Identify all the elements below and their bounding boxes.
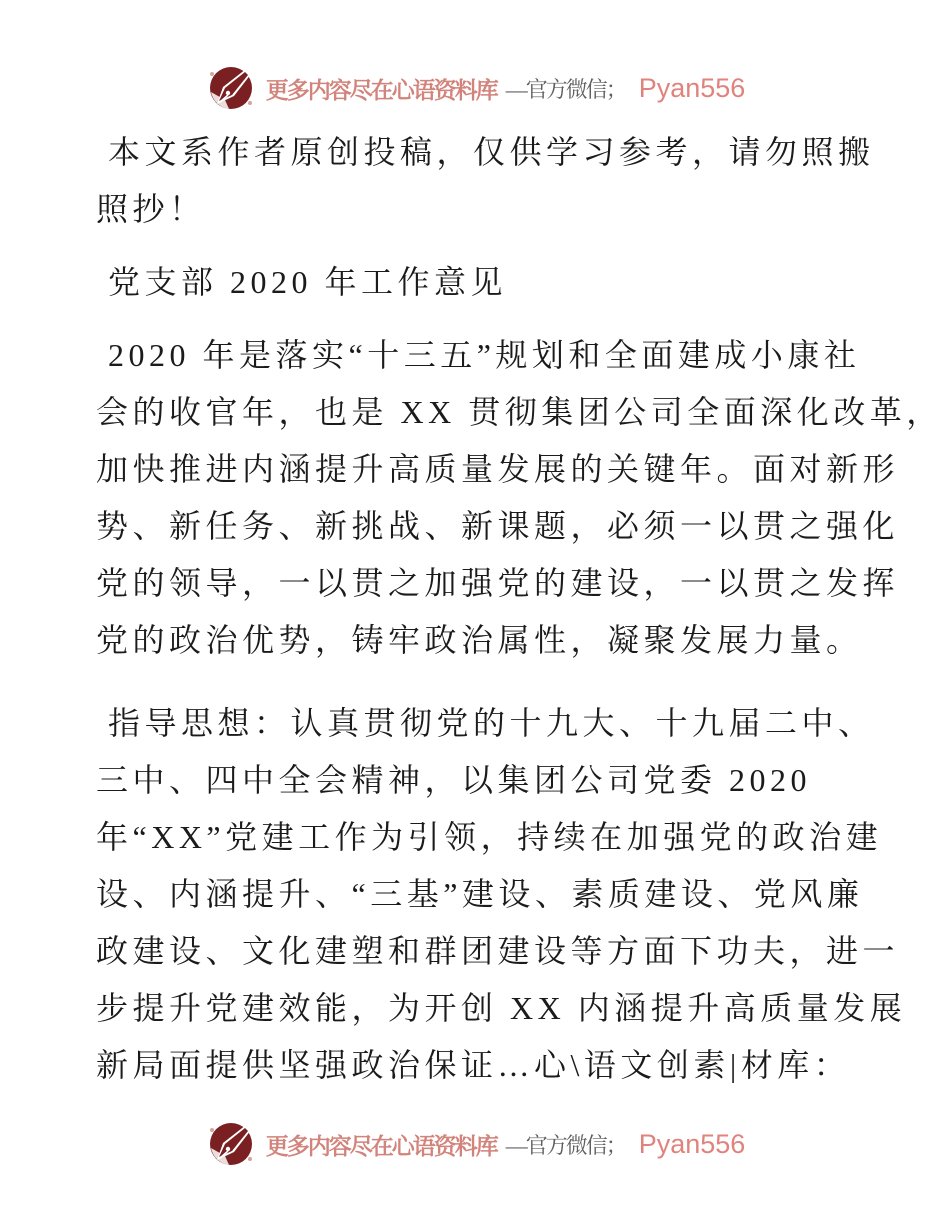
wechat-id-text: Pyan556: [638, 72, 746, 103]
pen-circle-logo-icon: [205, 1118, 257, 1170]
text-line: 年“XX”党建工作为引领，持续在加强党的政治建: [96, 819, 883, 855]
body-paragraph: [96, 327, 943, 669]
text-line: 党的领导，一以贯之加强党的建设，一以贯之发挥: [96, 565, 900, 601]
text-line: 本文系作者原创投稿，仅供学习参考，请勿照搬: [108, 134, 875, 170]
notice-paragraph: [96, 124, 880, 238]
brand-text: 更多内容尽在心语资料库: [265, 1133, 497, 1159]
text-line: 党的政治优势，铸牢政治属性，凝聚发展力量。: [96, 622, 863, 658]
brand-separator-text: —官方微信；: [505, 76, 626, 102]
document-body: [0, 124, 950, 1094]
footer-banner: [0, 1118, 950, 1170]
body-paragraph: [96, 695, 907, 1094]
text-line: 会的收官年，也是 XX 贯彻集团公司全面深化改革，: [96, 394, 943, 430]
wechat-id-text: Pyan556: [638, 1128, 746, 1159]
header-banner: [0, 0, 950, 114]
text-line: 指导思想：认真贯彻党的十九大、十九届二中、: [108, 705, 875, 741]
pen-circle-logo-icon: [205, 62, 257, 114]
text-line: 照抄！: [96, 191, 206, 227]
text-line: 加快推进内涵提升高质量发展的关键年。面对新形: [96, 451, 900, 487]
brand-text: 更多内容尽在心语资料库: [265, 77, 497, 103]
document-title: 党支部 2020 年工作意见: [108, 264, 508, 300]
text-line: 新局面提供坚强政治保证…心\语文创素|材库：: [96, 1047, 851, 1083]
text-line: 设、内涵提升、“三基”建设、素质建设、党风廉: [96, 876, 864, 912]
text-line: 三中、四中全会精神，以集团公司党委 2020: [96, 762, 812, 798]
text-line: 政建设、文化建塑和群团建设等方面下功夫，进一: [96, 933, 900, 969]
text-line: 势、新任务、新挑战、新课题，必须一以贯之强化: [96, 508, 900, 544]
text-line: 2020 年是落实“十三五”规划和全面建成小康社: [108, 337, 861, 373]
brand-separator-text: —官方微信；: [505, 1132, 626, 1158]
text-line: 步提升党建效能，为开创 XX 内涵提升高质量发展: [96, 990, 907, 1026]
title-paragraph: [96, 254, 880, 311]
